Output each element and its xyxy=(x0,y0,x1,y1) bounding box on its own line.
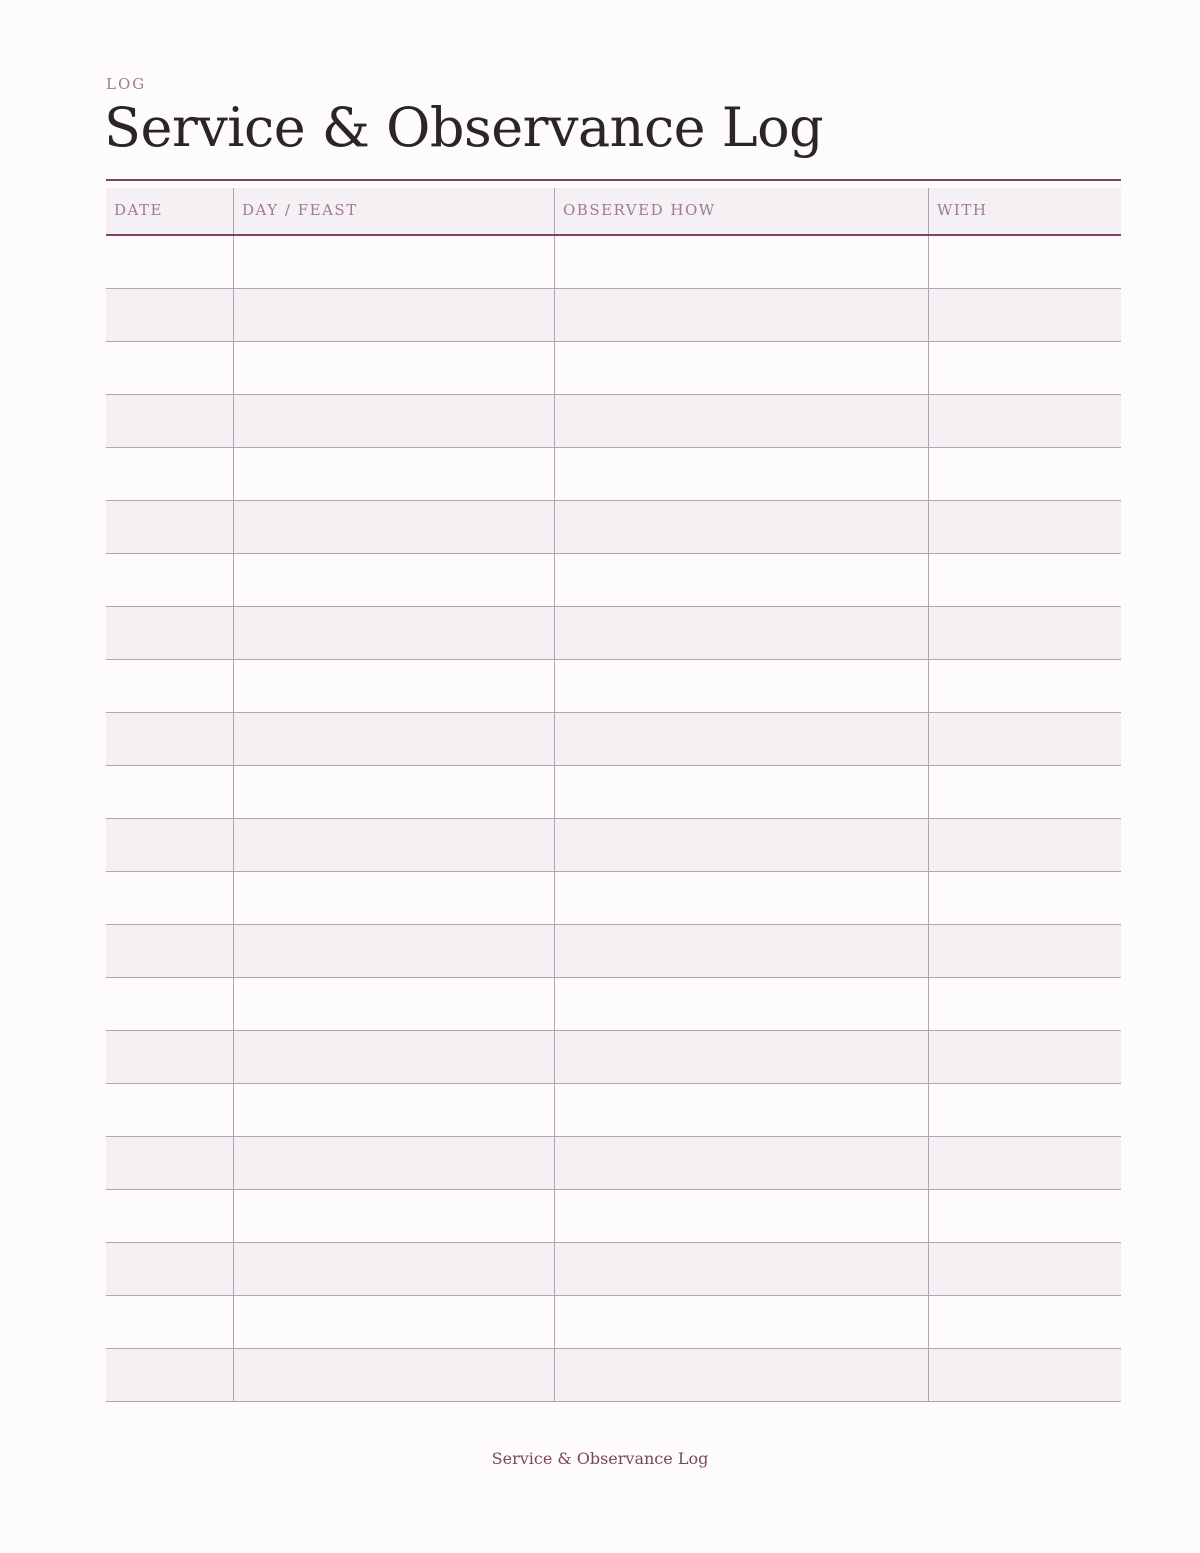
cell-with[interactable] xyxy=(929,1031,1121,1083)
cell-with[interactable] xyxy=(929,925,1121,977)
cell-date[interactable] xyxy=(106,289,234,341)
table-row xyxy=(106,342,1121,395)
cell-observed-how[interactable] xyxy=(555,448,929,500)
cell-day-feast[interactable] xyxy=(234,448,555,500)
cell-day-feast[interactable] xyxy=(234,819,555,871)
cell-with[interactable] xyxy=(929,1084,1121,1136)
cell-observed-how[interactable] xyxy=(555,342,929,394)
cell-day-feast[interactable] xyxy=(234,236,555,288)
cell-observed-how[interactable] xyxy=(555,501,929,553)
cell-observed-how[interactable] xyxy=(555,607,929,659)
cell-with[interactable] xyxy=(929,819,1121,871)
cell-with[interactable] xyxy=(929,978,1121,1030)
cell-with[interactable] xyxy=(929,289,1121,341)
cell-day-feast[interactable] xyxy=(234,872,555,924)
table-row xyxy=(106,978,1121,1031)
cell-with[interactable] xyxy=(929,395,1121,447)
cell-observed-how[interactable] xyxy=(555,766,929,818)
cell-with[interactable] xyxy=(929,1349,1121,1401)
table-row xyxy=(106,607,1121,660)
cell-day-feast[interactable] xyxy=(234,1296,555,1348)
table-row xyxy=(106,1243,1121,1296)
table-row xyxy=(106,554,1121,607)
cell-with[interactable] xyxy=(929,660,1121,712)
cell-day-feast[interactable] xyxy=(234,1349,555,1401)
title-rule xyxy=(106,179,1121,181)
table-row xyxy=(106,236,1121,289)
cell-day-feast[interactable] xyxy=(234,766,555,818)
cell-observed-how[interactable] xyxy=(555,554,929,606)
cell-with[interactable] xyxy=(929,713,1121,765)
column-header-with: WITH xyxy=(937,201,988,219)
cell-with[interactable] xyxy=(929,554,1121,606)
cell-observed-how[interactable] xyxy=(555,1031,929,1083)
cell-observed-how[interactable] xyxy=(555,978,929,1030)
table-body xyxy=(106,236,1121,1402)
column-header-observed-how: OBSERVED HOW xyxy=(555,188,929,234)
log-table xyxy=(106,188,1121,1402)
table-row xyxy=(106,1190,1121,1243)
cell-date[interactable] xyxy=(106,1243,234,1295)
cell-observed-how[interactable] xyxy=(555,1137,929,1189)
cell-with[interactable] xyxy=(929,501,1121,553)
cell-with[interactable] xyxy=(929,236,1121,288)
cell-with[interactable] xyxy=(929,872,1121,924)
cell-day-feast[interactable] xyxy=(234,978,555,1030)
cell-observed-how[interactable] xyxy=(555,395,929,447)
cell-day-feast[interactable] xyxy=(234,713,555,765)
cell-observed-how[interactable] xyxy=(555,660,929,712)
cell-observed-how[interactable] xyxy=(555,1349,929,1401)
table-row xyxy=(106,1031,1121,1084)
cell-with[interactable] xyxy=(929,1137,1121,1189)
table-row xyxy=(106,660,1121,713)
table-row xyxy=(106,872,1121,925)
cell-date[interactable] xyxy=(106,872,234,924)
cell-with[interactable] xyxy=(929,766,1121,818)
cell-date[interactable] xyxy=(106,766,234,818)
page-eyebrow: LOG xyxy=(106,75,147,93)
cell-day-feast[interactable] xyxy=(234,501,555,553)
cell-observed-how[interactable] xyxy=(555,1243,929,1295)
cell-day-feast[interactable] xyxy=(234,925,555,977)
cell-observed-how[interactable] xyxy=(555,1296,929,1348)
cell-day-feast[interactable] xyxy=(234,289,555,341)
table-row xyxy=(106,713,1121,766)
cell-date[interactable] xyxy=(106,660,234,712)
cell-observed-how[interactable] xyxy=(555,1084,929,1136)
page-title: Service & Observance Log xyxy=(104,96,824,159)
cell-date[interactable] xyxy=(106,342,234,394)
cell-observed-how[interactable] xyxy=(555,1190,929,1242)
cell-date[interactable] xyxy=(106,1190,234,1242)
cell-with[interactable] xyxy=(929,448,1121,500)
cell-day-feast[interactable] xyxy=(234,1084,555,1136)
cell-with[interactable] xyxy=(929,607,1121,659)
cell-date[interactable] xyxy=(106,713,234,765)
cell-day-feast[interactable] xyxy=(234,342,555,394)
table-row xyxy=(106,289,1121,342)
table-row xyxy=(106,1296,1121,1349)
column-header-day-feast: DAY / FEAST xyxy=(234,188,555,234)
cell-observed-how[interactable] xyxy=(555,819,929,871)
table-row xyxy=(106,1349,1121,1402)
table-row xyxy=(106,1084,1121,1137)
cell-date[interactable] xyxy=(106,1031,234,1083)
cell-day-feast[interactable] xyxy=(234,660,555,712)
cell-date[interactable] xyxy=(106,925,234,977)
cell-date[interactable] xyxy=(106,1349,234,1401)
table-row xyxy=(106,766,1121,819)
cell-date[interactable] xyxy=(106,1084,234,1136)
column-header-date: DATE xyxy=(106,188,234,234)
cell-day-feast[interactable] xyxy=(234,1137,555,1189)
table-row xyxy=(106,501,1121,554)
table-row xyxy=(106,819,1121,872)
table-header-row xyxy=(106,188,1121,236)
page-footer: Service & Observance Log xyxy=(491,1449,709,1468)
table-row xyxy=(106,448,1121,501)
cell-date[interactable] xyxy=(106,554,234,606)
cell-day-feast[interactable] xyxy=(234,1031,555,1083)
table-row xyxy=(106,925,1121,978)
cell-with[interactable] xyxy=(929,1296,1121,1348)
cell-day-feast[interactable] xyxy=(234,1243,555,1295)
cell-day-feast[interactable] xyxy=(234,554,555,606)
cell-observed-how[interactable] xyxy=(555,872,929,924)
cell-date[interactable] xyxy=(106,395,234,447)
cell-date[interactable] xyxy=(106,1137,234,1189)
cell-day-feast[interactable] xyxy=(234,607,555,659)
cell-date[interactable] xyxy=(106,607,234,659)
table-row xyxy=(106,1137,1121,1190)
cell-with[interactable] xyxy=(929,1190,1121,1242)
cell-observed-how[interactable] xyxy=(555,713,929,765)
cell-date[interactable] xyxy=(106,1296,234,1348)
cell-observed-how[interactable] xyxy=(555,236,929,288)
cell-date[interactable] xyxy=(106,448,234,500)
cell-date[interactable] xyxy=(106,236,234,288)
cell-observed-how[interactable] xyxy=(555,289,929,341)
cell-date[interactable] xyxy=(106,819,234,871)
cell-date[interactable] xyxy=(106,978,234,1030)
cell-with[interactable] xyxy=(929,1243,1121,1295)
cell-with[interactable] xyxy=(929,342,1121,394)
cell-day-feast[interactable] xyxy=(234,395,555,447)
cell-date[interactable] xyxy=(106,501,234,553)
cell-observed-how[interactable] xyxy=(555,925,929,977)
table-row xyxy=(106,395,1121,448)
cell-day-feast[interactable] xyxy=(234,1190,555,1242)
